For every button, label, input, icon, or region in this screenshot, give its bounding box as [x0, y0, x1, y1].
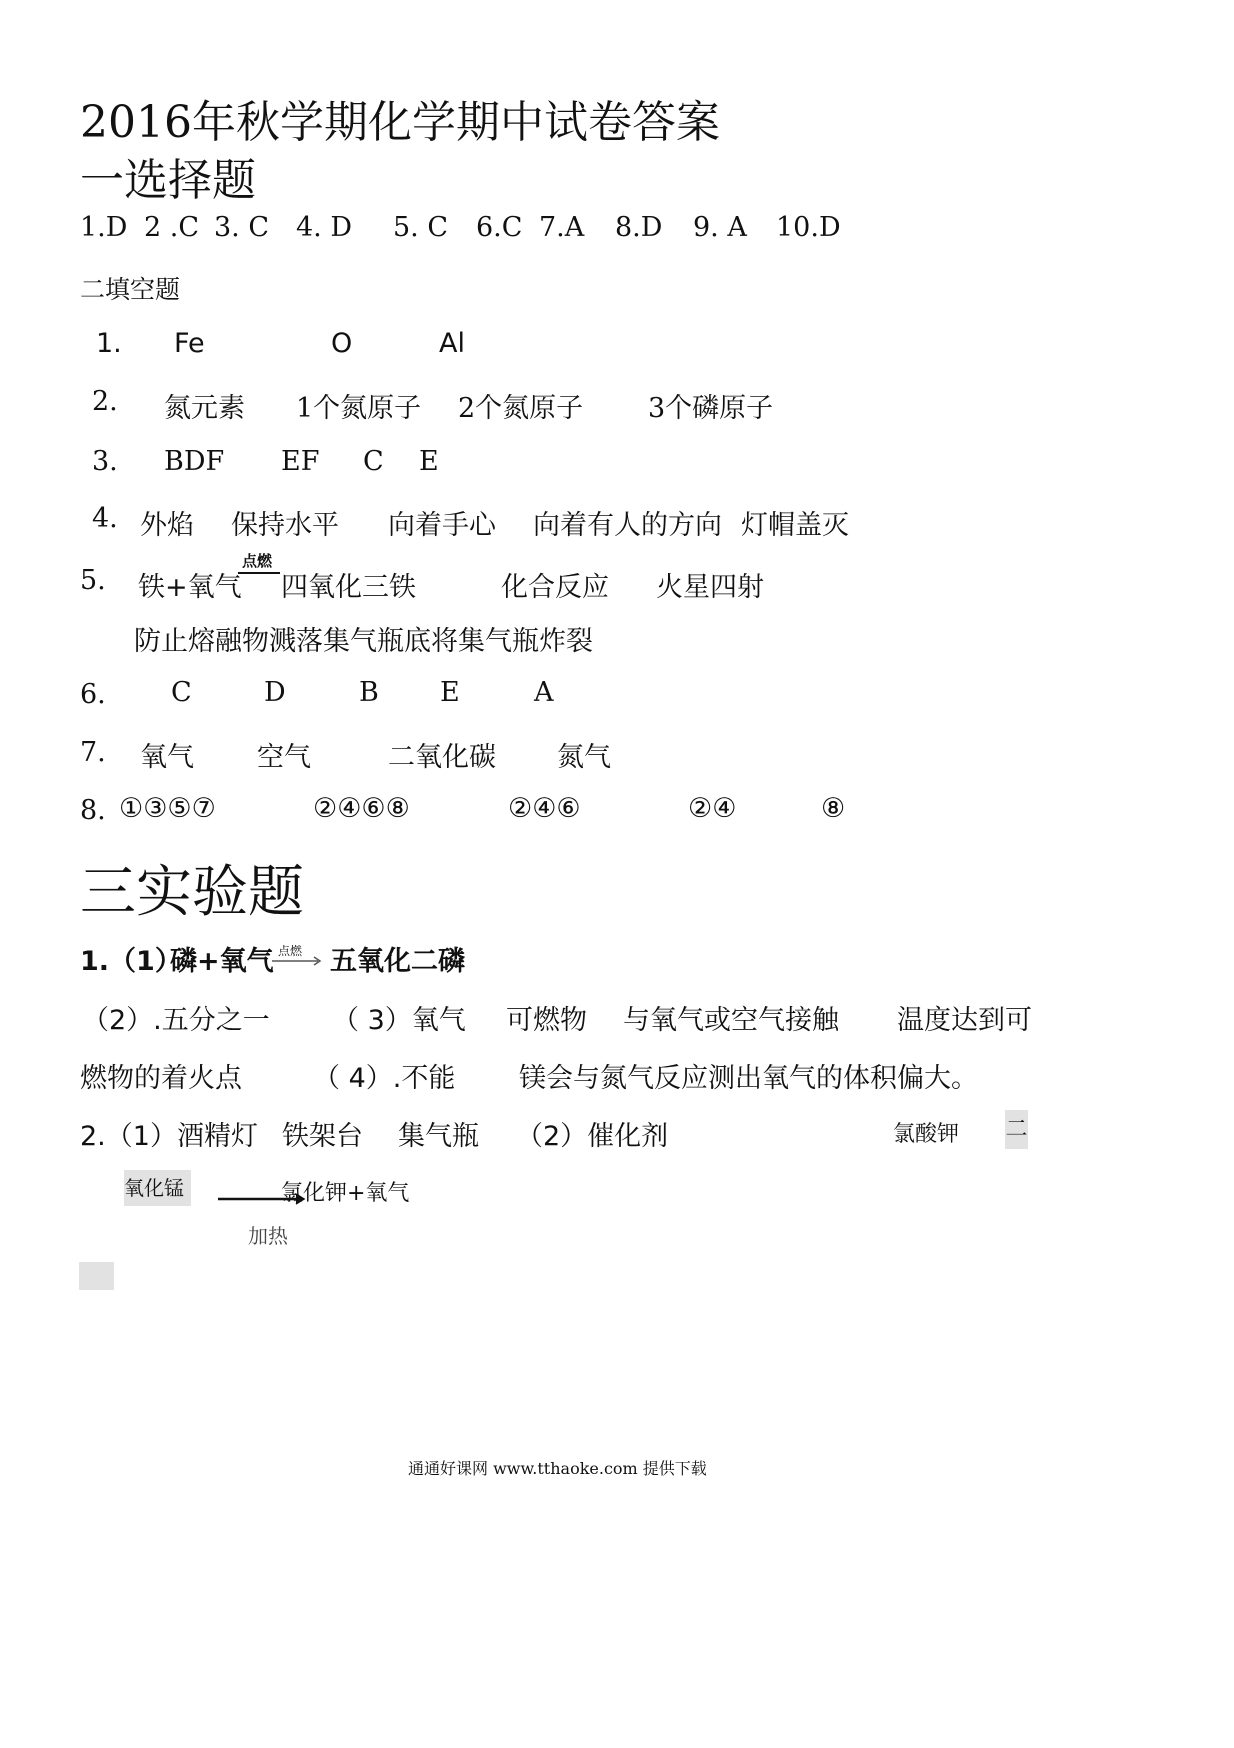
answer-item: C	[363, 446, 384, 477]
reaction-reactants: 氯酸钾	[893, 1122, 960, 1147]
answer-item: 温度达到可	[897, 1005, 1032, 1036]
choice-answer: 1.D	[80, 212, 128, 243]
reaction-arrow-icon	[270, 954, 326, 968]
answer-item: E	[419, 446, 439, 477]
answer-item: 外焰	[140, 510, 194, 541]
question-number: 2.（1）酒精灯	[80, 1121, 258, 1152]
question-number: 1.（1）	[80, 946, 182, 977]
reaction-product: 四氧化三铁	[281, 572, 416, 603]
answer-item: 空气	[257, 742, 311, 773]
reaction-condition: 点燃	[278, 944, 303, 958]
answer-item: 灯帽盖灭	[741, 510, 849, 541]
choice-answer: 7.A	[539, 212, 585, 243]
reaction-type: 化合反应	[501, 572, 609, 603]
reaction-reactants: 磷+氧气	[170, 946, 274, 977]
answer-item: 保持水平	[231, 510, 339, 541]
choice-answer: 9. A	[693, 212, 747, 243]
answer-item: A	[534, 677, 554, 708]
question-number: 4.	[92, 503, 118, 534]
reaction-catalyst: 氧化锰	[124, 1170, 191, 1206]
placeholder-box	[79, 1262, 114, 1290]
section-heading-choice: 一选择题	[80, 155, 256, 206]
answer-item: ⑧	[821, 793, 846, 824]
answer-item: 二氧化碳	[388, 742, 496, 773]
answer-item: 集气瓶	[398, 1121, 479, 1152]
reaction-condition: 点燃	[242, 552, 273, 570]
choice-answer: 4. D	[296, 212, 352, 243]
question-number: 2.	[92, 386, 118, 417]
reaction-product: 五氧化二磷	[330, 946, 465, 977]
answer-item: B	[359, 677, 379, 708]
answer-item: ②④⑥⑧	[313, 793, 410, 824]
answer-item: 氮气	[557, 742, 611, 773]
choice-answer: 2 .C	[144, 212, 200, 243]
question-number: 7.	[80, 737, 106, 768]
choice-answer: 10.D	[776, 212, 841, 243]
choice-answer: 5. C	[393, 212, 449, 243]
answer-line: 防止熔融物溅落集气瓶底将集气瓶炸裂	[134, 626, 593, 657]
page-title: 2016年秋学期化学期中试卷答案	[80, 97, 720, 148]
answer-item: 向着有人的方向	[533, 510, 722, 541]
answer-item: ②④⑥	[508, 793, 581, 824]
answer-item: （ 3）氧气	[332, 1005, 466, 1036]
answer-item: 3个磷原子	[648, 393, 774, 424]
answer-item: （ 4）.不能	[313, 1063, 456, 1094]
answer-item: O	[331, 328, 353, 359]
answer-item: 与氧气或空气接触	[623, 1005, 839, 1036]
answer-item: C	[171, 677, 192, 708]
reaction-reactants: 铁+氧气	[138, 572, 242, 603]
answer-item: ①③⑤⑦	[119, 793, 216, 824]
reaction-arrow-icon	[236, 566, 282, 580]
answer-item: 2个氮原子	[458, 393, 584, 424]
answer-item: （2）催化剂	[516, 1121, 669, 1152]
answer-item: 氮元素	[164, 393, 245, 424]
question-number: 3.	[92, 446, 118, 477]
answer-item: 铁架台	[282, 1121, 363, 1152]
section-heading-fill: 二填空题	[80, 275, 181, 304]
reaction-product: 氯化钾+氧气	[281, 1181, 410, 1206]
answer-item: BDF	[164, 446, 225, 477]
reaction-catalyst: 二	[1005, 1110, 1028, 1149]
answer-item: 可燃物	[506, 1005, 587, 1036]
answer-item: （2）.五分之一	[82, 1005, 270, 1036]
answer-item: E	[440, 677, 460, 708]
answer-item: Al	[439, 328, 465, 359]
answer-item: ②④	[688, 793, 737, 824]
answer-item: Fe	[174, 328, 205, 359]
answer-item: 镁会与氮气反应测出氧气的体积偏大。	[519, 1063, 978, 1094]
page-footer: 通通好课网 www.tthaoke.com 提供下载	[408, 1459, 707, 1478]
answer-item: 1个氮原子	[296, 393, 422, 424]
choice-answer: 6.C	[476, 212, 523, 243]
answer-item: EF	[281, 446, 320, 477]
reaction-phenomenon: 火星四射	[656, 572, 764, 603]
question-number: 6.	[80, 679, 106, 710]
question-number: 1.	[96, 328, 122, 359]
answer-item: 向着手心	[388, 510, 496, 541]
question-number: 5.	[80, 565, 106, 596]
question-number: 8.	[80, 795, 106, 826]
answer-item: 氧气	[140, 742, 194, 773]
section-heading-experiment: 三实验题	[80, 860, 304, 925]
answer-item: D	[264, 677, 286, 708]
answer-item: 燃物的着火点	[80, 1063, 242, 1094]
choice-answer: 3. C	[214, 212, 270, 243]
reaction-condition: 加热	[248, 1224, 288, 1248]
choice-answer: 8.D	[615, 212, 663, 243]
